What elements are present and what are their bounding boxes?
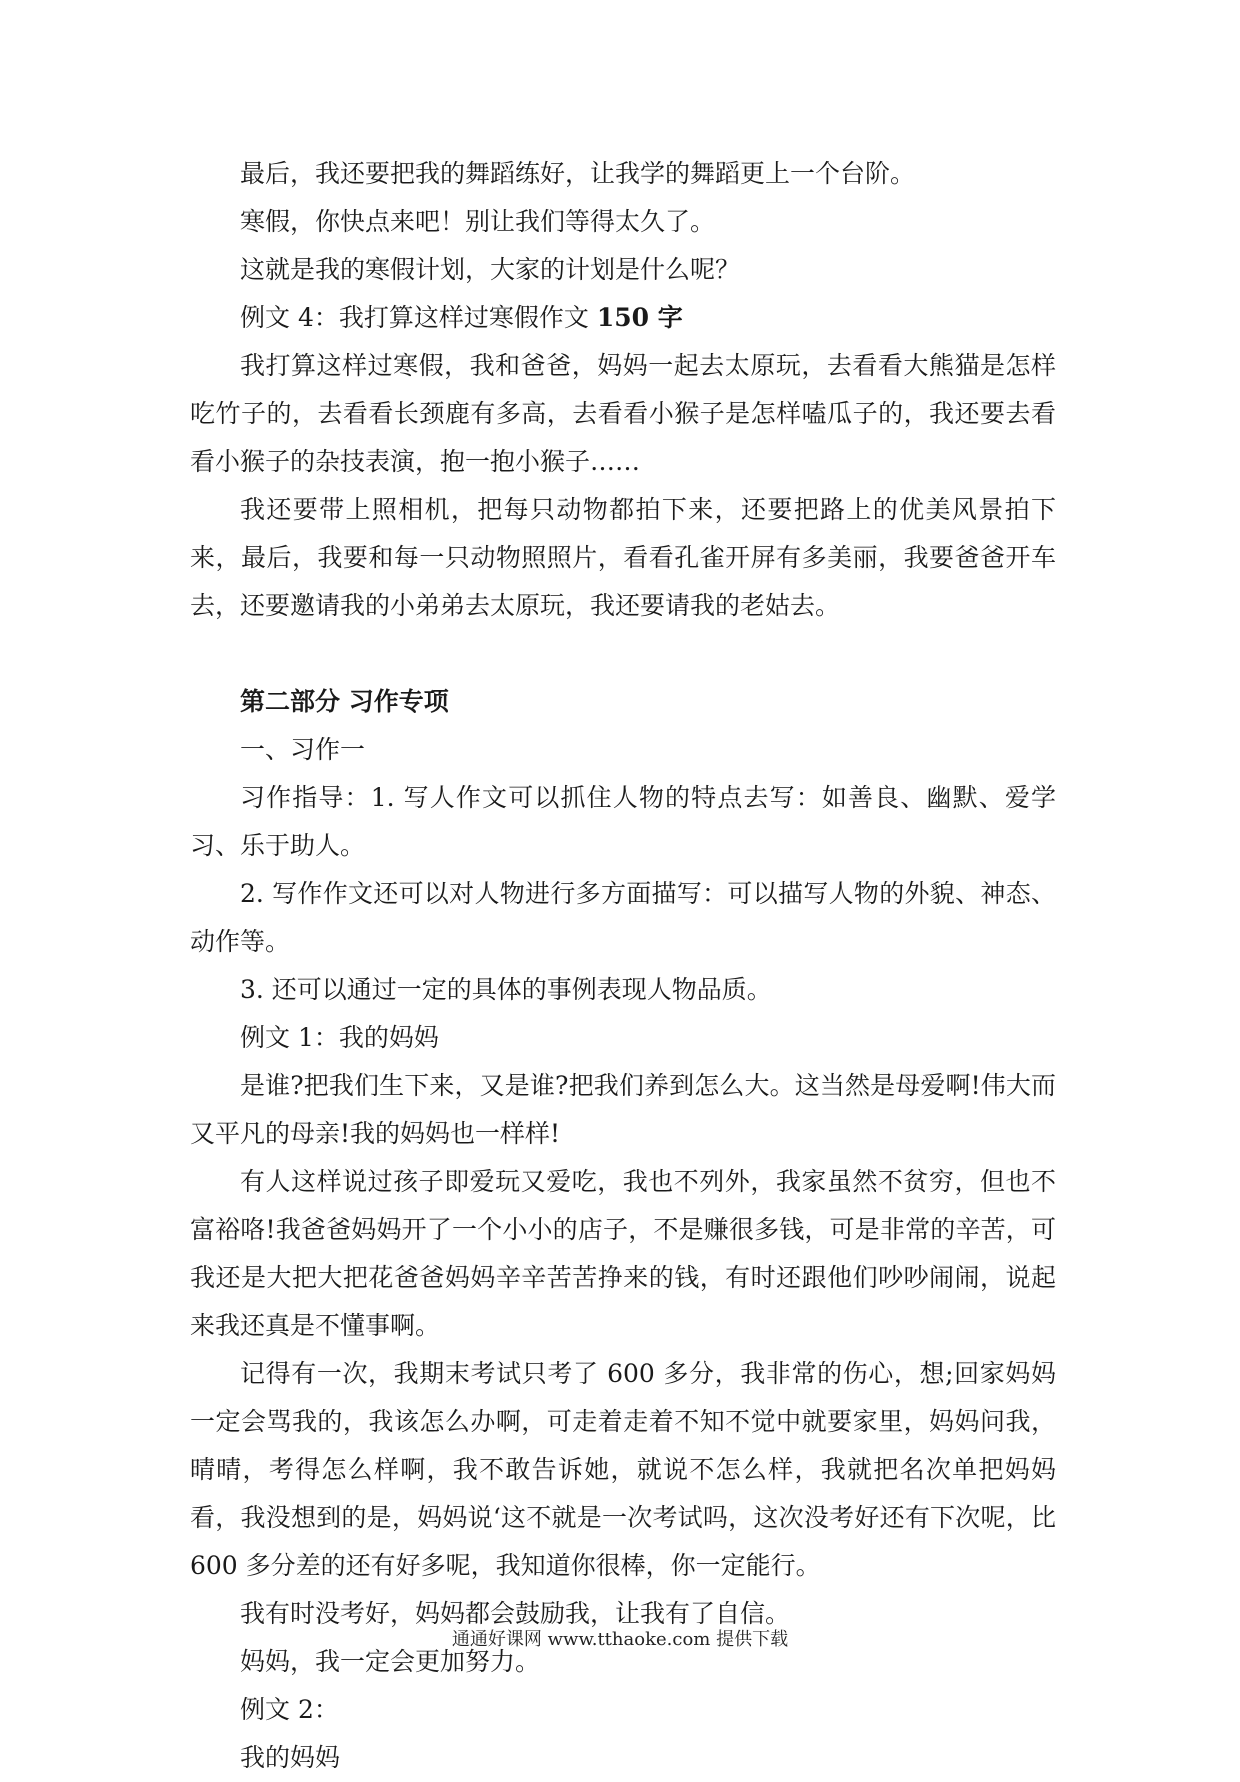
paragraph: 妈妈，我一定会更加努力。 [240,1647,541,1676]
paragraph: 最后，我还要把我的舞蹈练好，让我学的舞蹈更上一个台阶。 [240,159,916,188]
document-body [190,150,1056,1782]
section-heading: 第二部分 习作专项 [240,687,449,716]
paragraph: 这就是我的寒假计划，大家的计划是什么呢？ [240,255,741,284]
example-2-title: 例文 2： [240,1695,339,1724]
guidance-item: 2. 写作作文还可以对人物进行多方面描写：可以描写人物的外貌、神态、动作等。 [190,879,1056,956]
example-4-title [190,294,1056,342]
paragraph: 我有时没考好，妈妈都会鼓励我，让我有了自信。 [240,1599,791,1628]
paragraph: 记得有一次，我期末考试只考了 600 多分，我非常的伤心，想;回家妈妈一定会骂我的，我该怎么办啊，可走着走着不知不觉中就要家里，妈妈问我，晴晴，考得怎么样啊，我不敢告诉她，就说不怎么样，我就把名次单把妈妈看，我没想到的是，妈妈说‘这不就是一次考试吗，这次没考好还有下次呢，比 600 多分差的还有好多呢，我知道你很棒，你一定能行。 [190,1359,1056,1580]
section-spacer [190,630,1056,678]
example-2-subtitle: 我的妈妈 [240,1743,341,1772]
guidance-item: 习作指导：1. 写人作文可以抓住人物的特点去写：如善良、幽默、爱学习、乐于助人。 [190,783,1056,860]
paragraph: 我打算这样过寒假，我和爸爸，妈妈一起去太原玩，去看看大熊猫是怎样吃竹子的，去看看长颈鹿有多高，去看看小猴子是怎样嗑瓜子的，我还要去看看小猴子的杂技表演，抱一抱小猴子…… [190,351,1056,476]
example-4-title-bold: 150 字 [596,303,683,332]
page-footer: 通通好课网 www.tthaoke.com 提供下载 [451,1629,789,1650]
guidance-item: 3. 还可以通过一定的具体的事例表现人物品质。 [240,975,772,1004]
example-4-title-prefix: 例文 4：我打算这样过寒假作文 [240,303,597,332]
paragraph: 我还要带上照相机，把每只动物都拍下来，还要把路上的优美风景拍下来，最后，我要和每一只动物照照片，看看孔雀开屏有多美丽，我要爸爸开车去，还要邀请我的小弟弟去太原玩，我还要请我的老姑去。 [190,495,1056,620]
paragraph: 是谁?把我们生下来，又是谁?把我们养到怎么大。这当然是母爱啊!伟大而又平凡的母亲!我的妈妈也一样样! [190,1071,1056,1148]
paragraph: 寒假，你快点来吧！别让我们等得太久了。 [240,207,716,236]
exercise-title: 一、习作一 [240,735,366,764]
example-1-title: 例文 1：我的妈妈 [240,1023,439,1052]
paragraph: 有人这样说过孩子即爱玩又爱吃，我也不列外，我家虽然不贫穷，但也不富裕咯!我爸爸妈妈开了一个小小的店子，不是赚很多钱，可是非常的辛苦，可我还是大把大把花爸爸妈妈辛辛苦苦挣来的钱，有时还跟他们吵吵闹闹，说起来我还真是不懂事啊。 [190,1167,1056,1340]
